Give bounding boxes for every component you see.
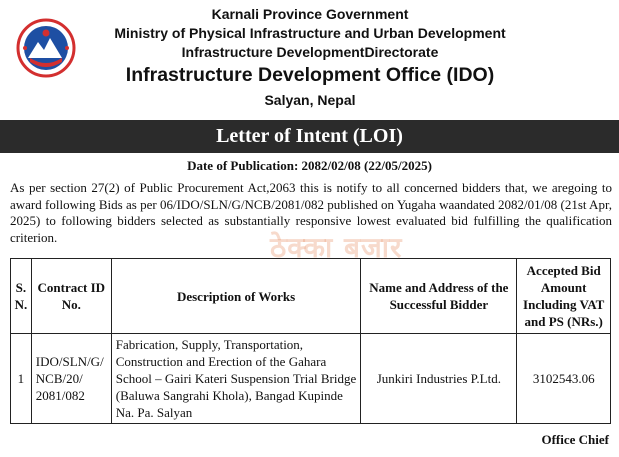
table-row xyxy=(11,334,611,424)
government-emblem-icon xyxy=(16,18,76,78)
cell-sn: 1 xyxy=(11,334,32,424)
signature-office-chief: Office Chief xyxy=(541,432,609,447)
cell-description: Fabrication, Supply, Transportation, Construction and Erection of the Gahara School – Gairi Kateri Suspension Trial Bridge (Baluwa Sangrahi Khola), Bangad Kupinde Na. Pa. Salyan xyxy=(111,334,361,424)
header-description: Description of Works xyxy=(111,259,361,334)
cell-bidder: Junkiri Industries P.Ltd. xyxy=(361,334,517,424)
header-amount: Accepted Bid Amount Including VAT and PS (NRs.) xyxy=(517,259,611,334)
header-location: Salyan, Nepal xyxy=(264,92,356,108)
intro-paragraph: As per section 27(2) of Public Procurement Act,2063 this is notify to all concerned bidders that, we aregoing to award following Bids as per 06/IDO/SLN/G/NCB/2081/082 published on Yugaha waandated 2082/01/08 (21st Apr, 2025) to following bidders selected as substantially responsive lowest evaluated bid fulfilling the qualification criterion. xyxy=(10,180,612,246)
table-header-row xyxy=(11,259,611,334)
header-office: Infrastructure Development Office (IDO) xyxy=(125,64,495,86)
cell-contract-id: IDO/SLN/G/ NCB/20/ 2081/082 xyxy=(31,334,111,424)
header-province: Karnali Province Government xyxy=(211,6,409,22)
publication-date: Date of Publication: 2082/02/08 (22/05/2025) xyxy=(187,158,432,173)
cell-amount: 3102543.06 xyxy=(517,334,611,424)
watermark: ठेक्का बजार xyxy=(270,231,403,264)
header-directorate: Infrastructure DevelopmentDirectorate xyxy=(181,44,439,60)
bid-table xyxy=(10,258,611,424)
notice-title: Letter of Intent (LOI) xyxy=(0,120,619,153)
header-sn: S. N. xyxy=(11,259,32,334)
header-contract-id: Contract ID No. xyxy=(31,259,111,334)
header-bidder: Name and Address of the Successful Bidder xyxy=(361,259,517,334)
header-ministry: Ministry of Physical Infrastructure and Urban Development xyxy=(114,25,506,41)
